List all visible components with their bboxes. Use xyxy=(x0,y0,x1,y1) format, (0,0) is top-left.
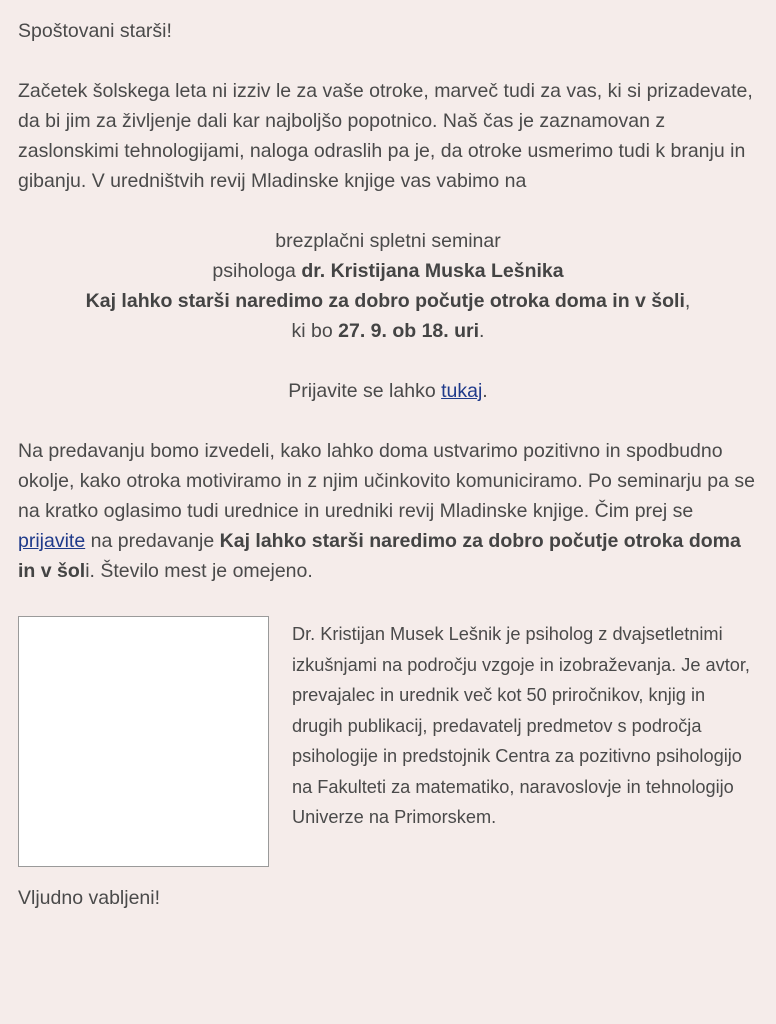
seminar-title-line xyxy=(18,286,758,316)
seminar-date-line xyxy=(18,316,758,346)
register-link[interactable]: prijavite xyxy=(18,530,86,552)
seminar-speaker-line xyxy=(18,256,758,286)
greeting: Spoštovani starši! xyxy=(18,20,172,42)
details-seminar-title: Kaj lahko starši naredimo za dobro počutje otroka doma in v šol xyxy=(18,530,741,582)
date-prefix: ki bo xyxy=(291,320,339,342)
intro-paragraph: Začetek šolskega leta ni izziv le za vaše otroke, marveč tudi za vas, ki si prizadevate, da bi jim za življenje dali kar najboljšo popotnico. Naš čas je zaznamovan z zaslonskimi tehnologijami, naloga odraslih pa je, da otroke usmerimo tudi k branju in gibanju. V uredništvih revij Mladinske knjige vas vabimo na xyxy=(18,80,753,192)
seminar-type: brezplačni spletni seminar xyxy=(275,230,501,252)
speaker-bio: Dr. Kristijan Musek Lešnik je psiholog z dvajsetletnimi izkušnjami na področju vzgoje in izobraževanja. Je avtor, prevajalec in urednik več kot 50 priročnikov, knjig in drugih publikacij, predavatelj predmetov s področja psihologije in predstojnik Centra za pozitivno psihologijo na Fakulteti za matematiko, naravoslovje in tehnologijo Univerze na Primorskem. xyxy=(292,624,750,827)
speaker-photo xyxy=(18,616,269,867)
details-part2: na predavanje xyxy=(85,530,220,552)
signup-link[interactable]: tukaj xyxy=(441,380,483,402)
details-part3: i. Število mest je omejeno. xyxy=(85,560,313,582)
closing: Vljudno vabljeni! xyxy=(18,887,161,909)
speaker-prefix: psihologa xyxy=(212,260,302,282)
details-part1: Na predavanju bomo izvedeli, kako lahko doma ustvarimo pozitivno in spodbudno okolje, kako otroka motiviramo in z njim učinkovito komuniciramo. Po seminarju pa se na kratko oglasimo tudi urednice in uredniki revij Mladinske knjige. Čim prej se xyxy=(18,440,755,522)
signup-suffix: . xyxy=(482,380,488,402)
signup-prefix: Prijavite se lahko xyxy=(288,380,442,402)
seminar-date: 27. 9. ob 18. uri xyxy=(338,320,480,342)
speaker-name: dr. Kristijana Muska Lešnika xyxy=(301,260,564,282)
seminar-title: Kaj lahko starši naredimo za dobro počutje otroka doma in v šoli xyxy=(85,290,685,312)
speaker-bio-section xyxy=(18,616,758,867)
seminar-title-suffix: , xyxy=(684,290,691,312)
signup-line xyxy=(18,376,758,406)
details-paragraph xyxy=(18,436,758,586)
date-suffix: . xyxy=(479,320,485,342)
seminar-announcement xyxy=(18,226,758,346)
